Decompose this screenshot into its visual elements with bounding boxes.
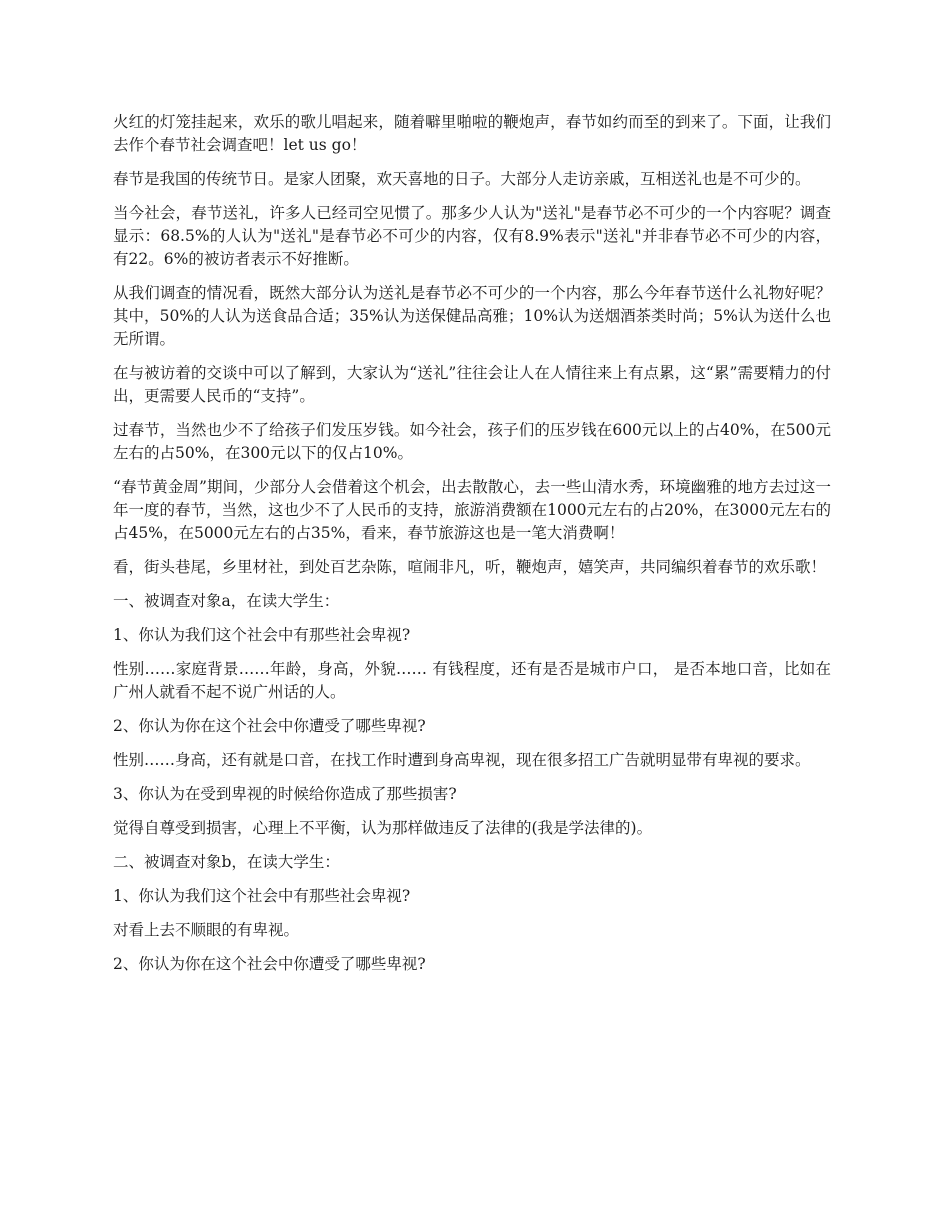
subject-b-heading: 二、被调查对象b，在读大学生： xyxy=(113,853,340,871)
answer-a1: 性别……家庭背景……年龄，身高，外貌…… 有钱程度，还有是否是城市户口， 是否本地口音，比如在广州人就看不起不说广州话的人。 xyxy=(113,660,831,701)
gift-type-paragraph: 从我们调查的情况看，既然大部分认为送礼是春节必不可少的一个内容，那么今年春节送什么礼物好呢？其中，50%的人认为送食品合适；35%认为送保健品高雅；10%认为送烟酒茶类时尚；5%认为送什么也无所谓。 xyxy=(113,284,831,348)
question-b1: 1、你认为我们这个社会中有那些社会卑视? xyxy=(113,887,411,905)
question-a1: 1、你认为我们这个社会中有那些社会卑视? xyxy=(113,626,411,644)
question-a2: 2、你认为你在这个社会中你遭受了哪些卑视? xyxy=(113,717,426,735)
subject-a-heading: 一、被调查对象a，在读大学生： xyxy=(113,592,340,610)
lucky-money-paragraph: 过春节，当然也少不了给孩子们发压岁钱。如今社会，孩子们的压岁钱在600元以上的占40%，在500元左右的占50%，在300元以下的仅占10%。 xyxy=(113,421,831,462)
closing-paragraph: 看，街头巷尾，乡里材社，到处百艺杂陈，喧闹非凡，听，鞭炮声，嬉笑声，共同编织着春节的欢乐歌！ xyxy=(113,558,827,576)
interview-paragraph: 在与被访着的交谈中可以了解到，大家认为“送礼”往往会让人在人情往来上有点累，这“累”需要精力的付出，更需要人民币的“支持”。 xyxy=(113,364,831,405)
travel-paragraph: “春节黄金周”期间，少部分人会借着这个机会，出去散散心，去一些山清水秀，环境幽雅的地方去过这一年一度的春节，当然，这也少不了人民币的支持，旅游消费额在1000元左右的占20%，在3000元左右的占45%，在5000元左右的占35%，看来，春节旅游这也是一笔大消费啊！ xyxy=(113,478,831,542)
question-b2: 2、你认为你在这个社会中你遭受了哪些卑视? xyxy=(113,955,426,973)
answer-b1: 对看上去不顺眼的有卑视。 xyxy=(113,921,300,939)
gift-survey-paragraph: 当今社会，春节送礼，许多人已经司空见惯了。那多少人认为"送礼"是春节必不可少的一个内容呢？调查显示：68.5%的人认为"送礼"是春节必不可少的内容，仅有8.9%表示"送礼"并非春节必不可少的内容，有22。6%的被访者表示不好推断。 xyxy=(113,204,831,268)
intro-paragraph: 火红的灯笼挂起来，欢乐的歌儿唱起来，随着噼里啪啦的鞭炮声，春节如约而至的到来了。下面，让我们去作个春节社会调查吧！let us go！ xyxy=(113,113,831,154)
tradition-paragraph: 春节是我国的传统节日。是家人团聚，欢天喜地的日子。大部分人走访亲戚，互相送礼也是不可少的。 xyxy=(113,170,811,188)
answer-a2: 性别……身高，还有就是口音，在找工作时遭到身高卑视，现在很多招工广告就明显带有卑视的要求。 xyxy=(113,751,811,769)
answer-a3: 觉得自尊受到损害，心理上不平衡，认为那样做违反了法律的(我是学法律的)。 xyxy=(113,819,653,837)
document-page xyxy=(113,111,831,987)
question-a3: 3、你认为在受到卑视的时候给你造成了那些损害? xyxy=(113,785,457,803)
